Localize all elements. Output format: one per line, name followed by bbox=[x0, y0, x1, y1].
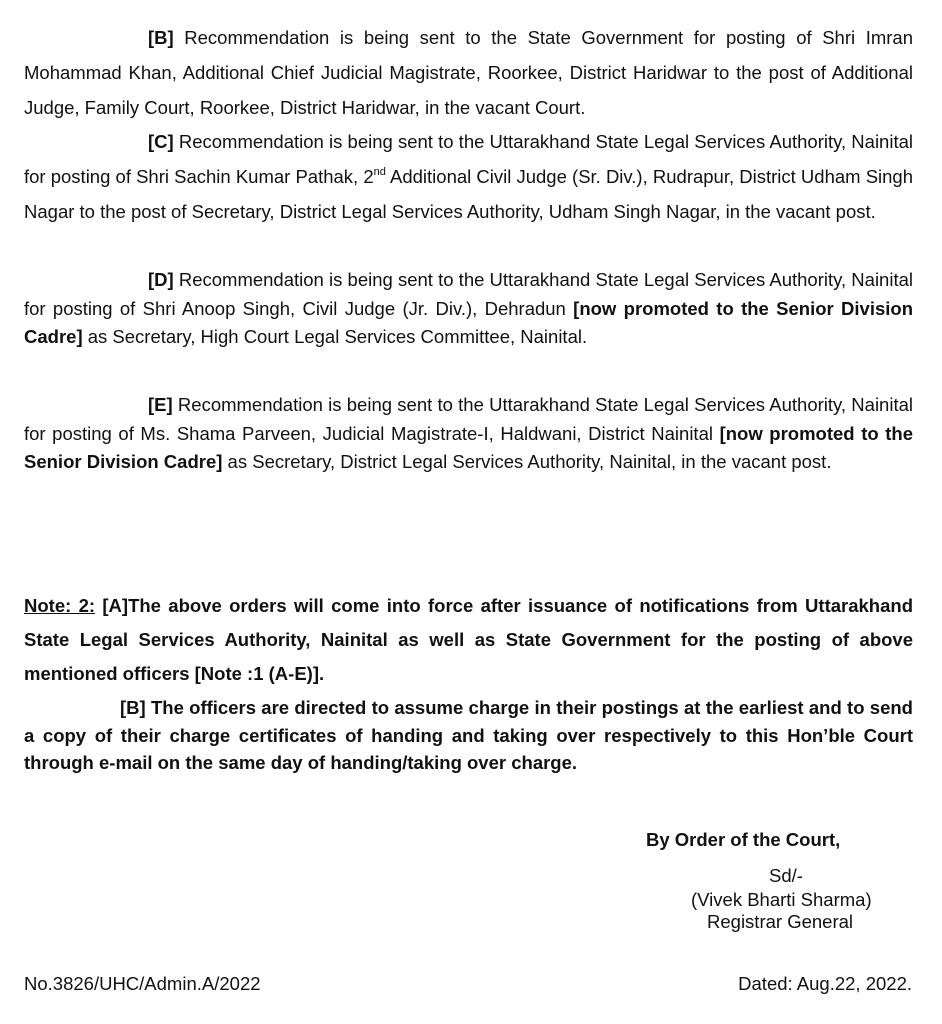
signed-mark: Sd/- bbox=[769, 865, 803, 886]
paragraph-label-e: [E] bbox=[148, 394, 173, 415]
note2-heading: Note: 2: bbox=[24, 595, 96, 616]
note2-text-a: [A]The above orders will come into force after issuance of notifications from Uttarakhand State Legal Services Authority, Nainital as well as State Government for the posting of above mentioned officers [Note :1 (A-E)]. bbox=[24, 595, 913, 684]
note2-paragraph-a bbox=[24, 589, 913, 691]
note1-paragraph-c bbox=[24, 124, 913, 229]
signatory-title: Registrar General bbox=[707, 911, 854, 932]
by-order-line: By Order of the Court, bbox=[646, 829, 841, 850]
note1-paragraph-e bbox=[24, 391, 913, 477]
note1-paragraph-b bbox=[24, 20, 913, 125]
paragraph-text-d-before: Recommendation is being sent to the Uttarakhand State Legal Services Authority, Nainital for posting of Shri Anoop Singh, Civil Judge (Jr. Div.), Dehradun bbox=[24, 269, 913, 319]
note1-paragraph-d bbox=[24, 266, 913, 352]
paragraph-text-b: Recommendation is being sent to the State Government for posting of Shri Imran Mohammad Khan, Additional Chief Judicial Magistrate, Roorkee, District Haridwar to the post of Additional Judge, Family Court, Roorkee, District Haridwar, in the vacant Court. bbox=[24, 27, 913, 118]
reference-number: No.3826/UHC/Admin.A/2022 bbox=[24, 973, 261, 994]
paragraph-text-c-before: Recommendation is being sent to the Uttarakhand State Legal Services Authority, Nainital for posting of Shri Sachin Kumar Pathak, 2 bbox=[24, 131, 913, 187]
paragraph-text-e-bold: [now promoted to the Senior Division Cadre] bbox=[24, 422, 913, 472]
paragraph-label-d: [D] bbox=[148, 269, 174, 290]
paragraph-text-d-after: as Secretary, High Court Legal Services Committee, Nainital. bbox=[82, 326, 588, 347]
signatory-name: (Vivek Bharti Sharma) bbox=[691, 889, 872, 910]
note2-paragraph-b: [B] The officers are directed to assume charge in their postings at the earliest and to send a copy of their charge certificates of handing and taking over respectively to this Hon’ble Court through e-mail on the same day of handing/taking over charge. bbox=[24, 697, 913, 773]
paragraph-label-c: [C] bbox=[148, 131, 174, 152]
paragraph-text-e-before: Recommendation is being sent to the Uttarakhand State Legal Services Authority, Nainital for posting of Ms. Shama Parveen, Judicial Magistrate-I, Haldwani, District Nainital bbox=[24, 394, 913, 444]
ordinal-superscript: nd bbox=[373, 166, 386, 178]
paragraph-label-b: [B] bbox=[148, 27, 174, 48]
paragraph-text-e-after: as Secretary, District Legal Services Authority, Nainital, in the vacant post. bbox=[222, 451, 832, 472]
paragraph-text-d-bold: [now promoted to the Senior Division Cadre] bbox=[24, 297, 913, 347]
paragraph-text-c-after: Additional Civil Judge (Sr. Div.), Rudrapur, District Udham Singh Nagar to the post of Secretary, District Legal Services Authority, Udham Singh Nagar, in the vacant post. bbox=[24, 166, 914, 222]
date-line: Dated: Aug.22, 2022. bbox=[738, 973, 912, 994]
